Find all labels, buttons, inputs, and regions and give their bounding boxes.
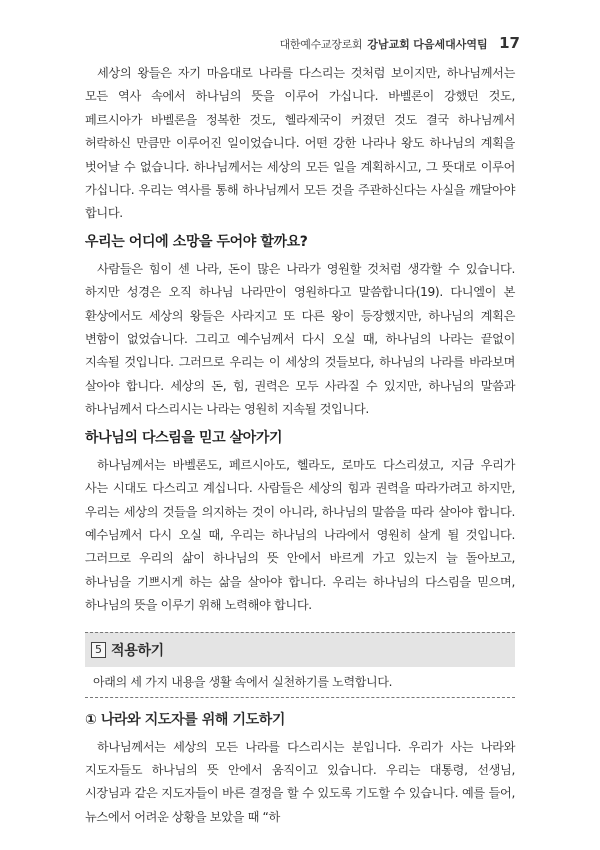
heading-trust: 하나님의 다스림을 믿고 살아가기 — [85, 429, 283, 446]
page-number: 17 — [499, 34, 520, 52]
header-church: 강남교회 — [367, 38, 410, 51]
section-title: 적용하기 — [111, 642, 164, 659]
paragraph-trust: 하나님께서는 바벨론도, 페르시아도, 헬라도, 로마도 다스리셨고, 지금 우리가 사는 시대도 다스리고 계십니다. 사람들은 세상의 힘과 권력을 따라가려고 하지만, 우리는 세상의 것들을 의지하는 것이 아니라, 하나님의 말씀을 따라 살아야 합니다. 예수님께서 다시 오실 때, 우리는 하나님의 나라에서 영원히 살게 될 것입니다. 그러므로 우리의 삶이 하나님의 뜻 안에서 바르게 가고 있는지 늘 돌아보고, 하나님을 기쁘시게 하는 삶을 살아야 합니다. 우리는 하나님의 다스림을 믿으며, 하나님의 뜻을 이루기 위해 노력해야 합니다. — [85, 457, 515, 613]
step-1-title: ① 나라와 지도자를 위해 기도하기 — [85, 711, 285, 728]
section-intro: 아래의 세 가지 내용을 생활 속에서 실천하기를 노력합니다. — [85, 667, 515, 698]
running-header — [280, 34, 520, 52]
heading-hope: 우리는 어디에 소망을 두어야 할까요? — [85, 233, 308, 250]
page-content — [85, 62, 515, 829]
header-team: 다음세대사역팀 — [413, 38, 488, 51]
apply-section-bar — [85, 632, 515, 667]
section-number-box: 5 — [91, 642, 106, 658]
paragraph-history: 세상의 왕들은 자기 마음대로 나라를 다스리는 것처럼 보이지만, 하나님께서는 모든 역사 속에서 하나님의 뜻을 이루어 가십니다. 바벨론이 강했던 것도, 페르시아가 바벨론을 정복한 것도, 헬라제국이 커졌던 것도 결국 하나님께서 허락하신 만큼만 이루어진 일이었습니다. 어떤 강한 나라나 왕도 하나님의 계획을 벗어날 수 없습니다. 하나님께서는 세상의 모든 일을 계획하시고, 그 뜻대로 이루어 가십니다. 우리는 역사를 통해 하나님께서 모든 것을 주관하신다는 사실을 깨달아야 합니다. — [85, 66, 515, 221]
header-org: 대한예수교장로회 — [279, 38, 363, 51]
step-1-text: 하나님께서는 세상의 모든 나라를 다스리시는 분입니다. 우리가 사는 나라와 지도자들도 하나님의 뜻 안에서 움직이고 있습니다. 우리는 대통령, 선생님, 시장님과 같은 지도자들이 바른 결정을 할 수 있도록 기도할 수 있습니다. 예를 들어, 뉴스에서 어려운 상황을 보았을 때 “하 — [85, 739, 515, 824]
paragraph-hope: 사람들은 힘이 센 나라, 돈이 많은 나라가 영원할 것처럼 생각할 수 있습니다. 하지만 성경은 오직 하나님 나라만이 영원하다고 말씀합니다(19). 다니엘이 본 환상에서도 세상의 왕들은 사라지고 또 다른 왕이 등장했지만, 하나님의 계획은 변함이 없었습니다. 그리고 예수님께서 다시 오실 때, 하나님의 나라는 끝없이 지속될 것입니다. 그러므로 우리는 이 세상의 것들보다, 하나님의 나라를 바라보며 살아야 합니다. 세상의 돈, 힘, 권력은 모두 사라질 수 있지만, 하나님의 말씀과 하나님께서 다스리시는 나라는 영원히 지속될 것입니다. — [85, 261, 515, 417]
